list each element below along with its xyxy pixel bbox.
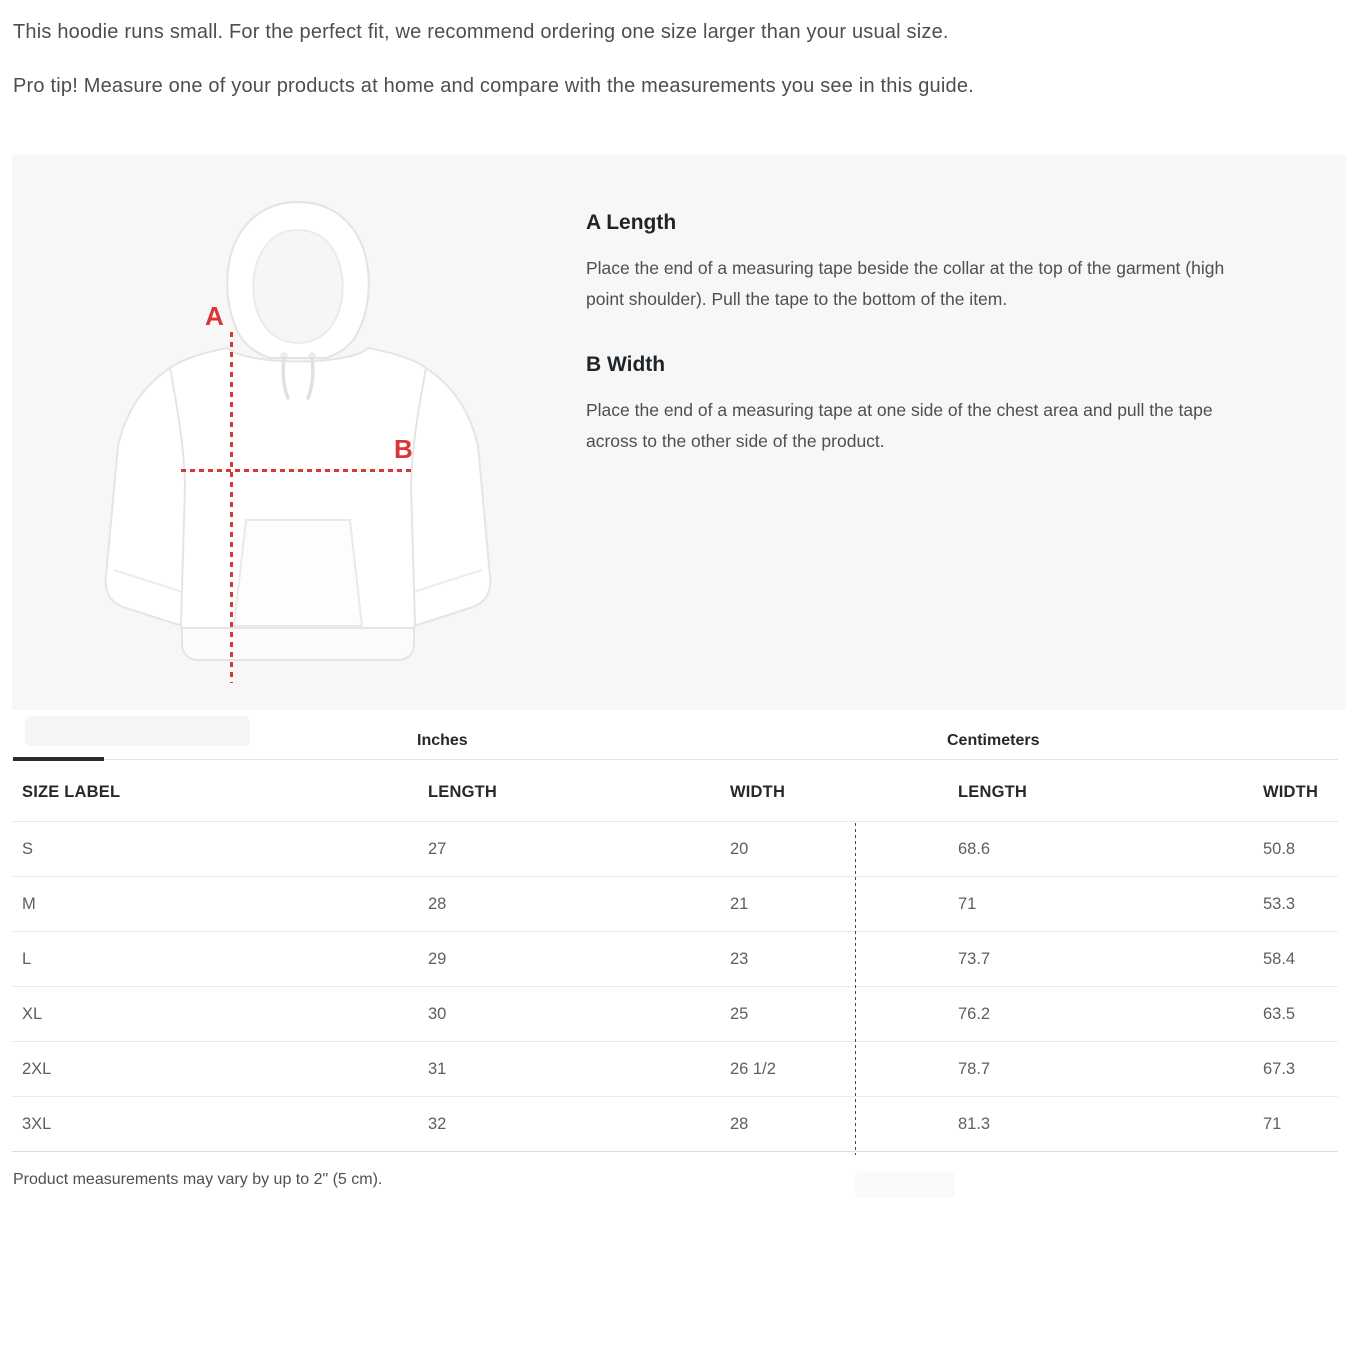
length-cm-cell: 73.7 <box>958 950 991 968</box>
width-cm-cell: 53.3 <box>1263 895 1296 913</box>
length-inches-cell: 30 <box>428 1005 447 1023</box>
width-cm-cell: 71 <box>1263 1115 1282 1133</box>
length-cm-cell: 68.6 <box>958 840 991 858</box>
width-inches-cell: 20 <box>730 840 749 858</box>
length-inches-cell: 32 <box>428 1115 447 1133</box>
header-size-label: SIZE LABEL <box>22 783 121 801</box>
width-inches-cell: 25 <box>730 1005 749 1023</box>
measurement-disclaimer: Product measurements may vary by up to 2" (5 cm). <box>13 1171 383 1188</box>
width-inches-cell: 21 <box>730 895 749 913</box>
length-description: Place the end of a measuring tape beside the collar at the top of the garment (high point shoulder). Pull the tape to the bottom of the item. <box>586 258 1225 309</box>
header-length-in: LENGTH <box>428 783 498 801</box>
width-cm-cell: 67.3 <box>1263 1060 1296 1078</box>
unit-divider-line <box>855 823 856 1155</box>
width-cm-cell: 50.8 <box>1263 840 1296 858</box>
blurred-badge <box>855 1172 955 1198</box>
hoodie-image <box>88 196 508 686</box>
width-measure-line <box>181 469 414 472</box>
size-table-body <box>12 822 1338 1152</box>
length-measure-line <box>230 332 233 683</box>
size-label-cell: 2XL <box>22 1060 52 1078</box>
unit-group-inches: Inches <box>417 732 468 749</box>
table-row <box>12 987 1338 1042</box>
length-cm-cell: 78.7 <box>958 1060 991 1078</box>
width-cm-cell: 63.5 <box>1263 1005 1296 1023</box>
width-inches-cell: 26 1/2 <box>730 1060 776 1078</box>
length-inches-cell: 28 <box>428 895 447 913</box>
width-inches-cell: 23 <box>730 950 749 968</box>
length-inches-cell: 31 <box>428 1060 447 1078</box>
size-label-cell: 3XL <box>22 1115 52 1133</box>
header-width-cm: WIDTH <box>1263 783 1319 801</box>
table-row <box>12 1042 1338 1097</box>
blurred-tab[interactable] <box>25 716 250 746</box>
table-tab-bar <box>12 710 1338 760</box>
marker-b-label: B <box>394 434 413 464</box>
length-inches-cell: 27 <box>428 840 447 858</box>
size-label-cell: S <box>22 840 34 858</box>
length-cm-cell: 76.2 <box>958 1005 991 1023</box>
table-row <box>12 822 1338 877</box>
hoodie-illustration <box>88 196 508 686</box>
table-row <box>12 932 1338 987</box>
pro-tip: Pro tip! Measure one of your products at home and compare with the measurements you see in this guide. <box>13 75 974 97</box>
table-row <box>12 877 1338 932</box>
length-inches-cell: 29 <box>428 950 447 968</box>
length-cm-cell: 71 <box>958 895 977 913</box>
size-label-cell: M <box>22 895 36 913</box>
size-label-cell: L <box>22 950 32 968</box>
length-cm-cell: 81.3 <box>958 1115 991 1133</box>
header-width-in: WIDTH <box>730 783 786 801</box>
width-description: Place the end of a measuring tape at one side of the chest area and pull the tape across to the other side of the product. <box>586 400 1213 451</box>
table-row <box>12 1097 1338 1152</box>
marker-a-label: A <box>205 301 224 331</box>
width-cm-cell: 58.4 <box>1263 950 1296 968</box>
measure-guide-panel <box>12 155 1346 710</box>
length-heading: A Length <box>586 211 677 234</box>
width-inches-cell: 28 <box>730 1115 749 1133</box>
width-heading: B Width <box>586 353 666 376</box>
size-label-cell: XL <box>22 1005 43 1023</box>
unit-group-centimeters: Centimeters <box>947 732 1040 749</box>
measure-instructions <box>586 210 1258 494</box>
fit-note: This hoodie runs small. For the perfect fit, we recommend ordering one size larger than your usual size. <box>13 21 949 43</box>
size-table-header <box>12 760 1338 822</box>
header-length-cm: LENGTH <box>958 783 1028 801</box>
